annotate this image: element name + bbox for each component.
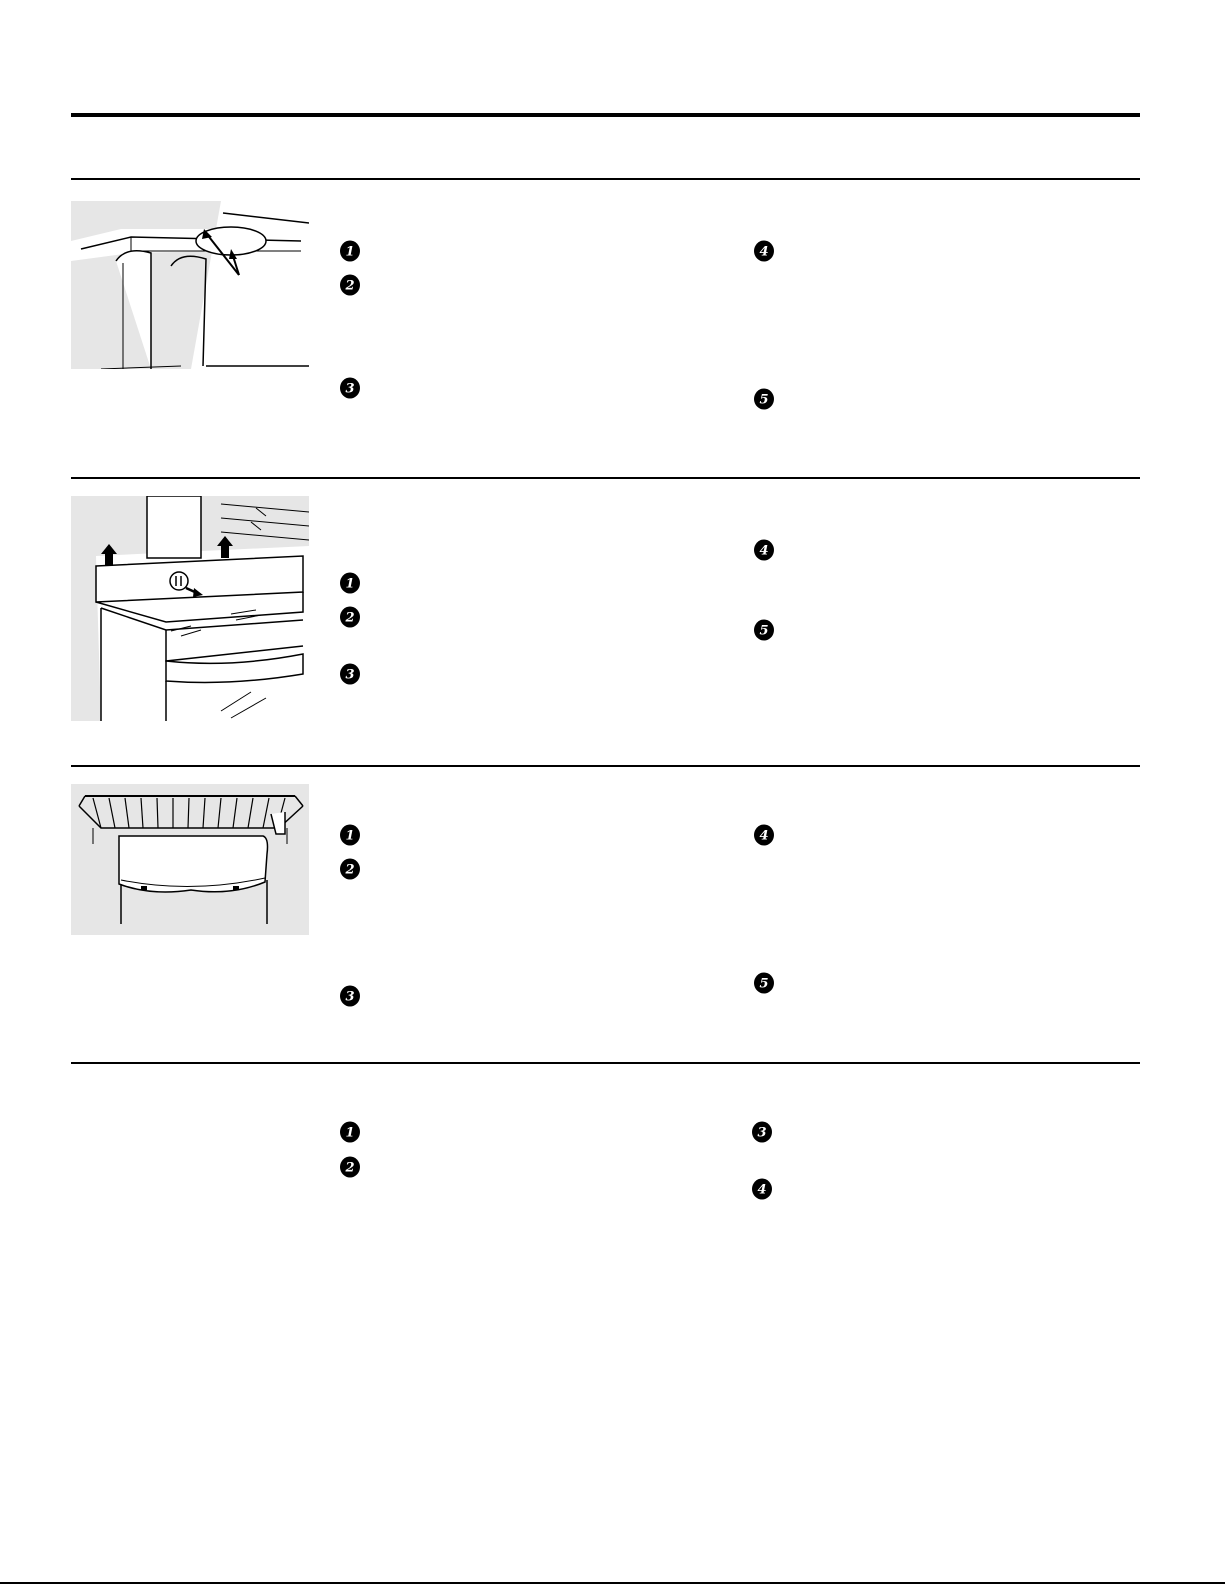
section-4-rule xyxy=(71,1062,1140,1064)
section-2-step-1-badge xyxy=(339,572,361,594)
range-backsplash-light-illustration xyxy=(71,496,309,721)
section-3-step-5-badge xyxy=(753,972,775,994)
svg-text:3: 3 xyxy=(345,381,355,397)
section-1-step-3-badge xyxy=(339,377,361,399)
section-3-step-2-badge xyxy=(339,858,361,880)
section-4-step-2-badge xyxy=(339,1156,361,1178)
svg-text:5: 5 xyxy=(759,976,769,992)
svg-text:3: 3 xyxy=(757,1125,767,1141)
freezer-shelf-light-illustration xyxy=(71,784,309,935)
svg-text:2: 2 xyxy=(345,862,355,878)
svg-text:2: 2 xyxy=(345,278,355,294)
section-4-step-1-badge xyxy=(339,1121,361,1143)
svg-text:1: 1 xyxy=(345,828,355,844)
svg-text:5: 5 xyxy=(759,392,769,408)
svg-text:4: 4 xyxy=(759,828,769,844)
section-2-step-4-badge xyxy=(753,539,775,561)
section-2-step-5-badge xyxy=(753,619,775,641)
refrigerator-light-cover-illustration xyxy=(71,201,309,369)
svg-text:5: 5 xyxy=(759,623,769,639)
section-2-step-2-badge xyxy=(339,606,361,628)
svg-text:4: 4 xyxy=(757,1182,767,1198)
section-3-step-4-badge xyxy=(753,824,775,846)
section-1-rule xyxy=(71,178,1140,180)
section-3-rule xyxy=(71,765,1140,767)
page-bottom-rule xyxy=(0,1582,1225,1584)
page-header-rule xyxy=(71,113,1140,117)
section-3-step-1-badge xyxy=(339,824,361,846)
section-2-step-3-badge xyxy=(339,663,361,685)
section-4-step-3-badge xyxy=(751,1121,773,1143)
section-1-step-5-badge xyxy=(753,388,775,410)
section-1-step-4-badge xyxy=(753,240,775,262)
section-1-step-1-badge xyxy=(339,240,361,262)
section-3-step-3-badge xyxy=(339,985,361,1007)
svg-text:1: 1 xyxy=(345,1125,355,1141)
svg-text:3: 3 xyxy=(345,667,355,683)
svg-text:1: 1 xyxy=(345,576,355,592)
svg-text:3: 3 xyxy=(345,989,355,1005)
section-2-rule xyxy=(71,477,1140,479)
svg-text:2: 2 xyxy=(345,1160,355,1176)
svg-text:1: 1 xyxy=(345,244,355,260)
svg-text:2: 2 xyxy=(345,610,355,626)
svg-text:4: 4 xyxy=(759,244,769,260)
section-4-step-4-badge xyxy=(751,1178,773,1200)
section-1-step-2-badge xyxy=(339,274,361,296)
svg-text:4: 4 xyxy=(759,543,769,559)
